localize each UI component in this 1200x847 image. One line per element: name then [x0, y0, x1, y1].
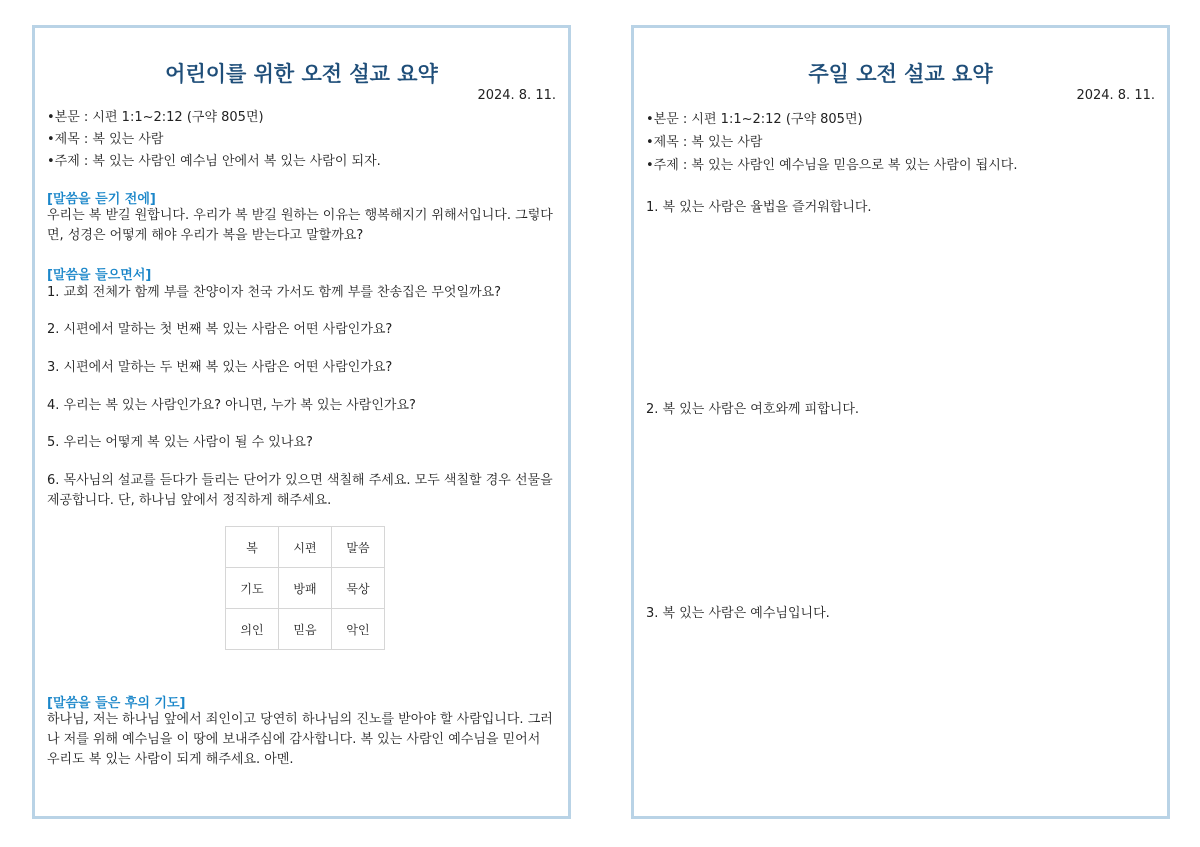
word-cell[interactable]: 시편: [279, 527, 332, 568]
during-heading: [말씀을 들으면서]: [47, 268, 152, 283]
question-3: 3. 시편에서 말하는 두 번째 복 있는 사람은 어떤 사람인가요?: [47, 360, 393, 375]
page-title: 주일 오전 설교 요약: [808, 62, 993, 86]
point-1: 1. 복 있는 사람은 율법을 즐거워합니다.: [646, 200, 872, 215]
question-6: 6. 목사님의 설교를 듣다가 들리는 단어가 있으면 색칠해 주세요. 모두 색칠할 경우 선물을 제공합니다. 단, 하나님 앞에서 정직하게 해주세요.: [47, 473, 553, 508]
word-cell[interactable]: 복: [226, 527, 279, 568]
date: 2024. 8. 11.: [1076, 88, 1155, 103]
word-cell[interactable]: 의인: [226, 609, 279, 650]
question-5: 5. 우리는 어떻게 복 있는 사람이 될 수 있나요?: [47, 435, 313, 450]
scripture-line: •본문 : 시편 1:1~2:12 (구약 805면): [47, 110, 264, 125]
children-sermon-page: [32, 25, 571, 819]
before-heading: [말씀을 듣기 전에]: [47, 192, 156, 207]
word-cell[interactable]: 말씀: [332, 527, 385, 568]
before-text: 우리는 복 받길 원합니다. 우리가 복 받길 원하는 이유는 행복해지기 위해서입니다. 그렇다면, 성경은 어떻게 해야 우리가 복을 받는다고 말할까요?: [47, 208, 553, 243]
sermon-title-line: •제목 : 복 있는 사람: [47, 132, 164, 147]
point-3: 3. 복 있는 사람은 예수님입니다.: [646, 606, 830, 621]
after-heading: [말씀을 들은 후의 기도]: [47, 696, 186, 711]
prayer-text: 하나님, 저는 하나님 앞에서 죄인이고 당연히 하나님의 진노를 받아야 할 사람입니다. 그러나 저를 위해 예수님을 이 땅에 보내주심에 감사합니다. 복 있는 사람인 예수님을 믿어서 우리도 복 있는 사람이 되게 해주세요. 아멘.: [47, 712, 553, 767]
question-1: 1. 교회 전체가 함께 부를 찬양이자 천국 가서도 함께 부를 찬송집은 무엇일까요?: [47, 285, 502, 300]
adult-sermon-page: [631, 25, 1170, 819]
scripture-line: •본문 : 시편 1:1~2:12 (구약 805면): [646, 112, 863, 127]
point-2: 2. 복 있는 사람은 여호와께 피합니다.: [646, 402, 860, 417]
question-4: 4. 우리는 복 있는 사람인가요? 아니면, 누가 복 있는 사람인가요?: [47, 398, 416, 413]
word-coloring-grid: [225, 526, 385, 650]
word-cell[interactable]: 기도: [226, 568, 279, 609]
theme-line: •주제 : 복 있는 사람인 예수님을 믿음으로 복 있는 사람이 됩시다.: [646, 158, 1018, 173]
date: 2024. 8. 11.: [477, 88, 556, 103]
word-cell[interactable]: 악인: [332, 609, 385, 650]
sermon-title-line: •제목 : 복 있는 사람: [646, 135, 763, 150]
question-2: 2. 시편에서 말하는 첫 번째 복 있는 사람은 어떤 사람인가요?: [47, 322, 393, 337]
theme-line: •주제 : 복 있는 사람인 예수님 안에서 복 있는 사람이 되자.: [47, 154, 381, 169]
word-cell[interactable]: 방패: [279, 568, 332, 609]
page-title: 어린이를 위한 오전 설교 요약: [165, 62, 438, 86]
word-cell[interactable]: 믿음: [279, 609, 332, 650]
word-cell[interactable]: 묵상: [332, 568, 385, 609]
